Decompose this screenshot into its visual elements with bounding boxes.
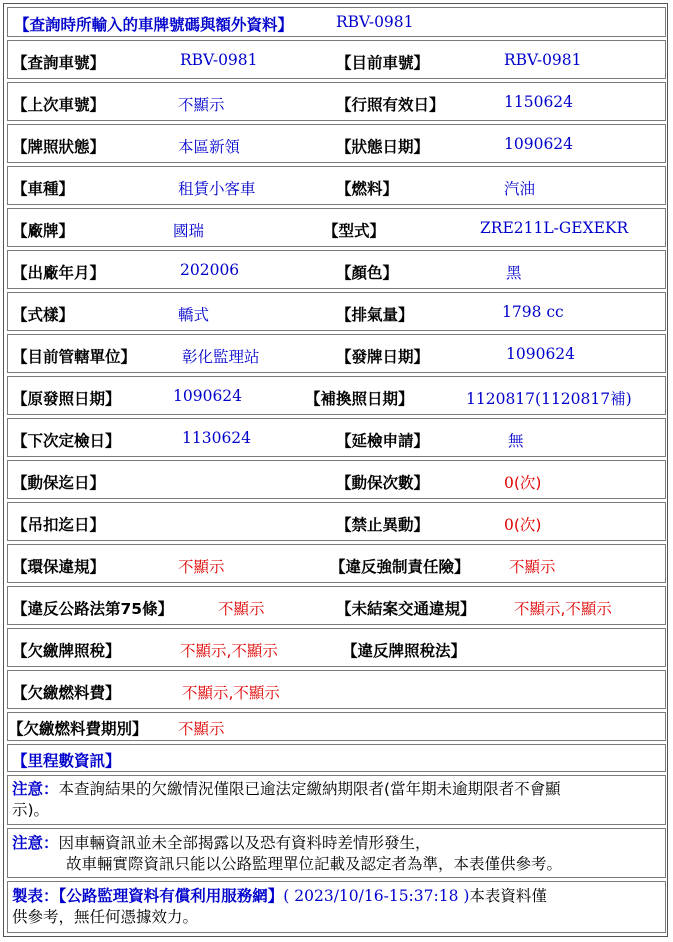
label-previous-plate: 【上次車號】 <box>12 96 106 114</box>
footer-source: 【公路監理資料有償利用服務網】 <box>58 887 284 905</box>
value-environmental-violation: 不顯示 <box>178 558 225 576</box>
row-highway-act-violation <box>7 586 666 625</box>
label-model: 【型式】 <box>323 222 386 240</box>
label-unpaid-license-tax: 【欠繳牌照稅】 <box>12 642 121 660</box>
label-unpaid-fuel-fee-period: 【欠繳燃料費期別】 <box>8 720 148 738</box>
value-vehicle-type: 租賃小客車 <box>178 180 256 198</box>
value-query-plate: RBV-0981 <box>180 51 258 69</box>
query-header-plate: RBV-0981 <box>336 13 414 31</box>
note-disclaimer-text: 注意：因車輛資訊並未全部揭露以及恐有資料時差情形發生， 故車輛實際資訊只能以公路監理單位記載及認定者為準，本表僅供參考。 <box>12 834 563 873</box>
mileage-section <box>7 744 666 772</box>
row-manufacture-date <box>7 250 666 289</box>
label-vehicle-type: 【車種】 <box>12 180 75 198</box>
label-lien-end-date: 【動保迄日】 <box>12 474 106 492</box>
label-query-plate: 【查詢車號】 <box>12 54 106 72</box>
row-plate-status <box>7 124 666 163</box>
label-manufacture-date: 【出廠年月】 <box>12 264 106 282</box>
footer-timestamp: ( 2023/10/16-15:37:18 ) <box>283 887 470 905</box>
value-model: ZRE211L-GEXEKR <box>480 219 629 237</box>
value-issue-date: 1090624 <box>506 345 576 363</box>
row-suspension-end-date <box>7 502 666 541</box>
value-manufacture-date: 202006 <box>180 261 240 279</box>
value-reissue-date: 1120817(1120817補) <box>466 390 632 408</box>
label-environmental-violation: 【環保違規】 <box>12 558 106 576</box>
value-insurance-violation: 不顯示 <box>509 558 556 576</box>
label-fuel: 【燃料】 <box>336 180 399 198</box>
label-transfer-ban: 【禁止異動】 <box>336 516 430 534</box>
label-body-style: 【式樣】 <box>12 306 75 324</box>
label-jurisdiction: 【目前管轄單位】 <box>12 348 137 366</box>
note-overdue-label: 注意： <box>12 780 59 798</box>
value-previous-plate: 不顯示 <box>178 96 225 114</box>
label-extension-request: 【延檢申請】 <box>336 432 430 450</box>
row-vehicle-type <box>7 166 666 205</box>
label-reissue-date: 【補換照日期】 <box>305 390 414 408</box>
value-lien-count: 0(次) <box>504 474 542 492</box>
value-unpaid-license-tax: 不顯示,不顯示 <box>180 642 278 660</box>
label-suspension-end-date: 【吊扣迄日】 <box>12 516 106 534</box>
value-fuel: 汽油 <box>504 180 536 198</box>
row-environmental-violation <box>7 544 666 583</box>
row-jurisdiction <box>7 334 666 373</box>
row-brand <box>7 208 666 247</box>
note-overdue-text: 注意：本查詢結果的欠繳情況僅限已逾法定繳納期限者(當年期未逾期限者不會顯 示)。 <box>12 780 561 819</box>
value-body-style: 轎式 <box>178 306 210 324</box>
label-issue-date: 【發牌日期】 <box>336 348 430 366</box>
label-lien-count: 【動保次數】 <box>336 474 430 492</box>
label-brand: 【廠牌】 <box>12 222 75 240</box>
value-plate-status: 本區新領 <box>178 138 241 156</box>
row-lien-end-date <box>7 460 666 499</box>
label-plate-status: 【牌照狀態】 <box>12 138 106 156</box>
value-current-plate: RBV-0981 <box>504 51 582 69</box>
label-next-inspection: 【下次定檢日】 <box>12 432 121 450</box>
value-highway-act-violation: 不顯示 <box>218 600 265 618</box>
value-transfer-ban: 0(次) <box>504 516 542 534</box>
value-license-valid-date: 1150624 <box>504 93 574 111</box>
query-header-row <box>7 7 666 37</box>
label-insurance-violation: 【違反強制責任險】 <box>330 558 470 576</box>
value-next-inspection: 1130624 <box>182 429 252 447</box>
value-original-issue-date: 1090624 <box>173 387 243 405</box>
row-query-plate <box>7 40 666 79</box>
row-unpaid-fuel-fee <box>7 670 666 709</box>
label-displacement: 【排氣量】 <box>336 306 414 324</box>
value-unpaid-fuel-fee: 不顯示,不顯示 <box>182 684 280 702</box>
row-body-style <box>7 292 666 331</box>
label-license-valid-date: 【行照有效日】 <box>336 96 445 114</box>
label-unpaid-fuel-fee: 【欠繳燃料費】 <box>12 684 121 702</box>
value-jurisdiction: 彰化監理站 <box>182 348 260 366</box>
label-current-plate: 【目前車號】 <box>336 54 430 72</box>
note-disclaimer <box>7 828 666 878</box>
note-disclaimer-label: 注意： <box>12 834 59 852</box>
query-header-label: 【查詢時所輸入的車牌號碼與額外資料】 <box>14 16 294 34</box>
value-status-date: 1090624 <box>504 135 574 153</box>
label-status-date: 【狀態日期】 <box>336 138 430 156</box>
label-color: 【顏色】 <box>336 264 399 282</box>
label-license-tax-violation: 【違反牌照稅法】 <box>342 642 467 660</box>
row-previous-plate <box>7 82 666 121</box>
label-original-issue-date: 【原發照日期】 <box>12 390 121 408</box>
footer-label: 製表： <box>12 887 59 905</box>
footer-credit-text: 製表：【公路監理資料有償利用服務網】( 2023/10/16-15:37:18 )本表資料僅 供參考，無任何憑據效力。 <box>12 887 547 926</box>
value-color: 黑 <box>506 264 522 282</box>
row-next-inspection <box>7 418 666 457</box>
mileage-section-title: 【里程數資訊】 <box>12 752 121 770</box>
value-extension-request: 無 <box>508 432 524 450</box>
label-highway-act-violation: 【違反公路法第75條】 <box>12 600 174 618</box>
row-original-issue-date <box>7 376 666 415</box>
footer-credit <box>7 881 666 933</box>
value-unresolved-traffic-violation: 不顯示,不顯示 <box>514 600 612 618</box>
value-brand: 國瑞 <box>173 222 205 240</box>
row-unpaid-fuel-fee-period <box>7 712 666 741</box>
value-displacement: 1798 cc <box>502 303 564 321</box>
label-unresolved-traffic-violation: 【未結案交通違規】 <box>336 600 476 618</box>
row-unpaid-license-tax <box>7 628 666 667</box>
note-overdue <box>7 775 666 825</box>
value-unpaid-fuel-fee-period: 不顯示 <box>178 720 225 738</box>
